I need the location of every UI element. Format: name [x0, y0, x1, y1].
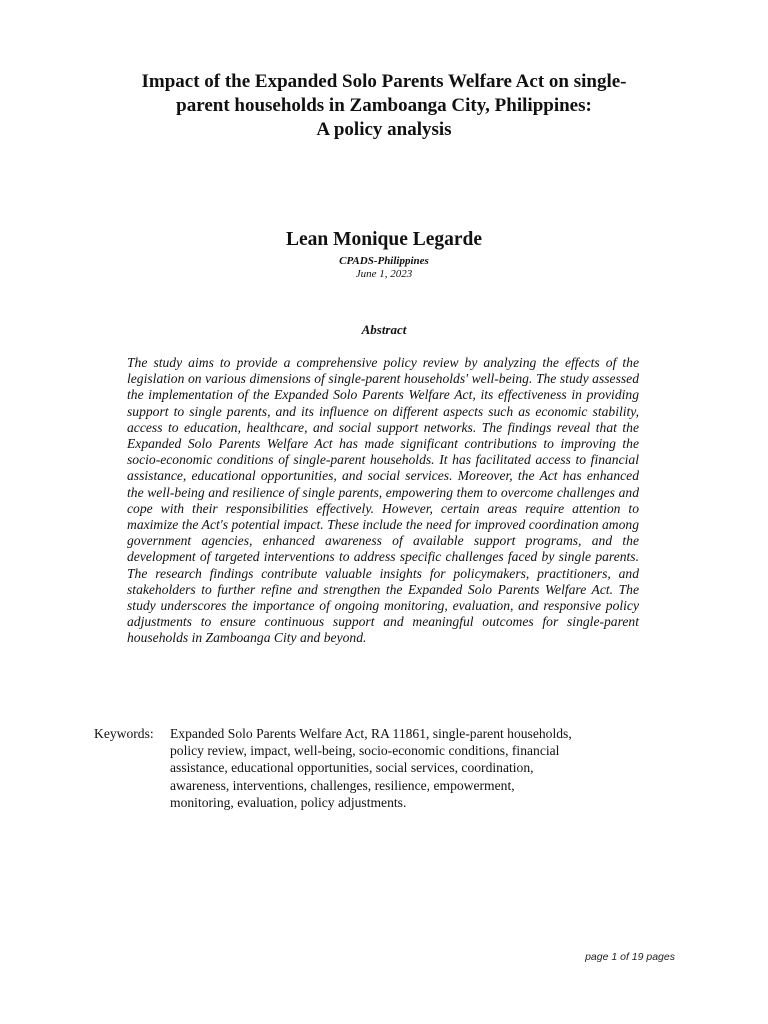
keywords-section [94, 725, 654, 811]
title-line: A policy analysis [316, 119, 452, 140]
keywords-line: assistance, educational opportunities, social services, coordination, [170, 760, 534, 776]
keywords-line: policy review, impact, well-being, socio-economic conditions, financial [170, 743, 560, 759]
keywords-line: Expanded Solo Parents Welfare Act, RA 11861, single-parent households, [170, 726, 572, 741]
page-number: page 1 of 19 pages [585, 951, 675, 963]
author-affiliation: CPADS-Philippines [339, 255, 429, 267]
title-line: Impact of the Expanded Solo Parents Welfare Act on single- [141, 71, 627, 92]
abstract-heading: Abstract [361, 322, 407, 337]
author-name: Lean Monique Legarde [285, 229, 483, 250]
publication-date: June 1, 2023 [355, 268, 413, 280]
keywords-line: monitoring, evaluation, policy adjustments. [170, 794, 407, 810]
paper-title [60, 70, 708, 142]
abstract-text: The study aims to provide a comprehensive policy review by analyzing the effects of the legislation on various dimensions of single-parent households' well-being. The study assessed the implementation of the Expanded Solo Parents Welfare Act, its effectiveness in providing support to single parents, and its influence on different aspects such as economic stability, access to education, healthcare, and social support networks. The findings reveal that the Expanded Solo Parents Welfare Act has made significant contributions to improving the socio-economic conditions of single-parent households. It has facilitated access to financial assistance, educational opportunities, and social services. Moreover, the Act has enhanced the well-being and resilience of single parents, empowering them to overcome challenges and cope with their responsibilities effectively. However, certain areas require attention to maximize the Act's potential impact. These include the need for improved coordination among government agencies, enhanced awareness of available support programs, and the development of targeted interventions to address specific challenges faced by single parents. The research findings contribute valuable insights for policymakers, practitioners, and stakeholders to further refine and strengthen the Expanded Solo Parents Welfare Act. The study underscores the importance of ongoing monitoring, evaluation, and responsive policy adjustments to ensure continuous support and meaningful outcomes for single-parent households in Zamboanga City and beyond. [127, 355, 639, 646]
keywords-list [170, 725, 640, 811]
keywords-line: awareness, interventions, challenges, resilience, empowerment, [170, 777, 515, 793]
keywords-label: Keywords: [94, 726, 154, 741]
title-line: parent households in Zamboanga City, Philippines: [176, 95, 592, 116]
